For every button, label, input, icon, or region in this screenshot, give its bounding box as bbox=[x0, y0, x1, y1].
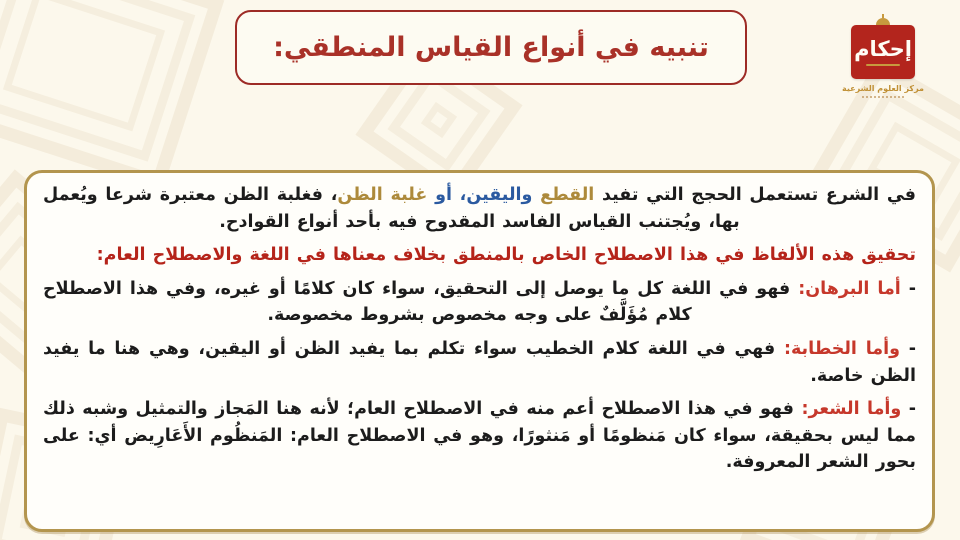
brand-logo bbox=[838, 18, 930, 98]
paragraph bbox=[44, 336, 917, 389]
paragraph bbox=[44, 242, 917, 269]
text-segment: أو bbox=[428, 185, 453, 205]
text-segment: فهو في هذا الاصطلاح أعم منه في الاصطلاح العام؛ لأنه هنا المَجاز والتمثيل وشبه ذلك مما ليس بحقيقة، سواء كان مَنظومًا أو مَنثورًا، وهو في الاصطلاح العام: المَنظُوم الأَعَارِيض أي: على بحور الشعر المعروفة. bbox=[44, 399, 917, 473]
text-segment: ، فغلبة الظن معتبرة شرعا ويُعمل بها، ويُجتنب القياس الفاسد المقدوح فيه بأحد أنواع القوادح. bbox=[44, 185, 741, 232]
logo-gold-rule bbox=[867, 64, 901, 66]
paragraph bbox=[44, 276, 917, 329]
logo-tagline-decoration bbox=[863, 96, 905, 98]
text-segment: وأما الشعر: bbox=[795, 399, 903, 420]
text-segment: واليقين، bbox=[452, 185, 534, 205]
text-segment: تحقيق هذه الألفاظ في هذا الاصطلاح الخاص بالمنطق بخلاف معناها في اللغة والاصطلاح العام: bbox=[97, 245, 917, 266]
text-segment: - bbox=[901, 278, 918, 299]
content-paragraphs bbox=[44, 182, 917, 476]
text-segment: أما البرهان: bbox=[791, 278, 902, 299]
paragraph bbox=[44, 182, 917, 235]
logo-tile bbox=[852, 25, 916, 79]
logo-subtitle: مركز العلوم الشرعية bbox=[843, 84, 925, 93]
logo-wordmark: إحكام bbox=[855, 36, 913, 61]
content-box bbox=[25, 170, 936, 532]
text-segment: في الشرع تستعمل الحجج التي تفيد bbox=[595, 185, 918, 205]
page-title: تنبيه في أنواع القياس المنطقي: bbox=[274, 32, 710, 63]
text-segment: فهي في اللغة كلام الخطيب سواء تكلم بما يفيد الظن أو اليقين، وهي هنا ما يفيد الظن خاصة. bbox=[44, 338, 917, 386]
text-segment: - bbox=[902, 399, 918, 420]
text-segment: القطع bbox=[533, 185, 596, 205]
title-box bbox=[236, 10, 748, 85]
text-segment: غلبة الظن bbox=[338, 185, 429, 205]
paragraph bbox=[44, 396, 917, 476]
text-segment: - bbox=[900, 338, 918, 359]
text-segment: وأما الخطابة: bbox=[776, 338, 901, 359]
text-segment: فهو في اللغة كل ما يوصل إلى التحقيق، سواء كان كلامًا أو غيره، وفي هذا الاصطلاح كلام مُؤَلَّفٌ على وجه مخصوص بشروط مخصوصة. bbox=[44, 278, 792, 326]
background-pattern bbox=[0, 0, 225, 191]
